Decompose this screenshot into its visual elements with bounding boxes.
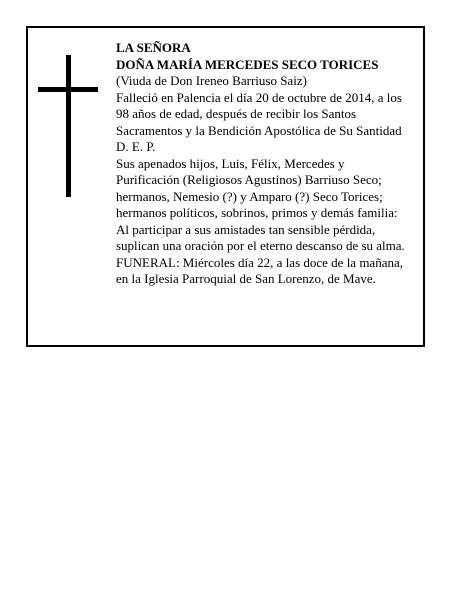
body-line-3: Sacramentos y la Bendición Apostólica de Su Santidad bbox=[116, 122, 402, 138]
notice-text bbox=[116, 40, 421, 288]
deceased-name: DOÑA MARÍA MERCEDES SECO TORICES bbox=[116, 56, 379, 72]
widow-of: (Viuda de Don Ireneo Barriuso Saiz) bbox=[116, 73, 307, 88]
cross-icon bbox=[38, 55, 98, 197]
body-line-5: Sus apenados hijos, Luis, Félix, Mercedes y bbox=[116, 155, 345, 171]
cross-vertical-bar bbox=[66, 55, 71, 197]
body-line-6: Purificación (Religiosos Agustinos) Barriuso Seco; bbox=[116, 172, 382, 187]
body-line-1: Falleció en Palencia el día 20 de octubre de 2014, a los bbox=[116, 89, 402, 105]
notice-heading: LA SEÑORA bbox=[116, 40, 191, 55]
body-line-10: suplican una oración por el eterno descanso de su alma. bbox=[116, 238, 405, 253]
obituary-notice bbox=[26, 26, 425, 347]
cross-horizontal-bar bbox=[38, 87, 98, 92]
body-line-12: en la Iglesia Parroquial de San Lorenzo, de Mave. bbox=[116, 271, 376, 286]
body-line-8: hermanos políticos, sobrinos, primos y demás familia: bbox=[116, 205, 398, 220]
body-line-4: D. E. P. bbox=[116, 139, 156, 154]
body-line-7: hermanos, Nemesio (?) y Amparo (?) Seco Torices; bbox=[116, 188, 383, 204]
body-line-2: 98 años de edad, después de recibir los Santos bbox=[116, 106, 357, 121]
body-line-11: FUNERAL: Miércoles día 22, a las doce de la mañana, bbox=[116, 254, 403, 270]
body-line-9: Al participar a sus amistades tan sensible pérdida, bbox=[116, 221, 376, 237]
